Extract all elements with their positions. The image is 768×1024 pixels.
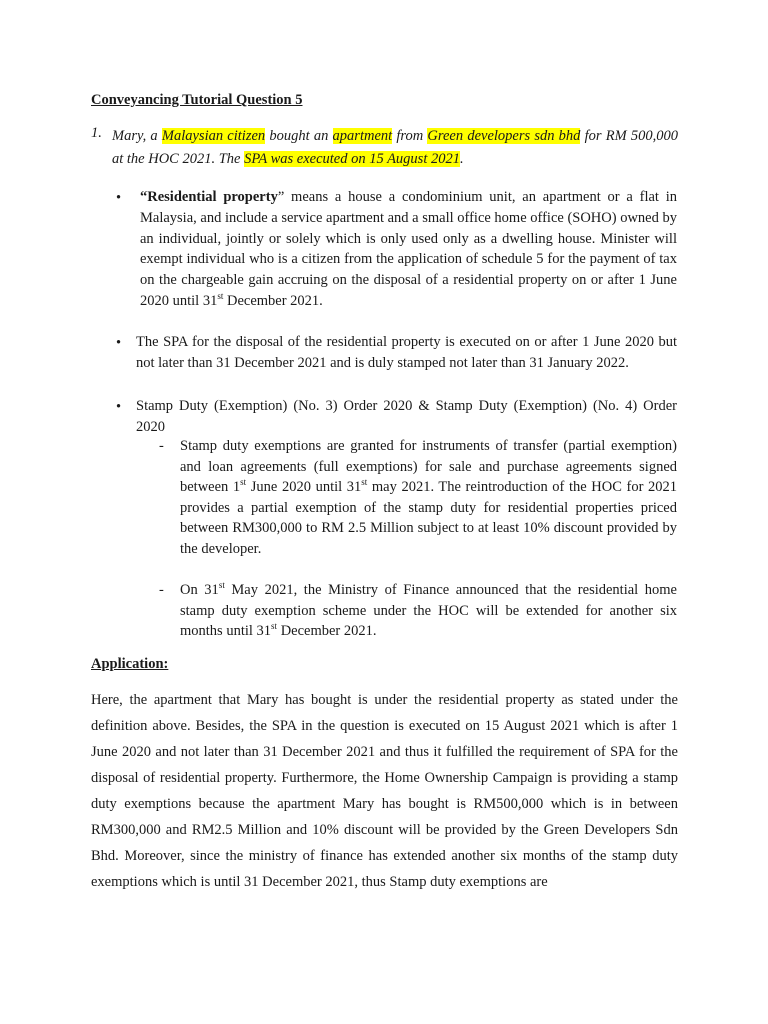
dash-marker: -: [159, 582, 164, 598]
bullet-icon: •: [116, 335, 122, 351]
subitem-stamp-duty-exemptions: Stamp duty exemptions are granted for instruments of transfer (partial exemption) and loan agreements (full exemptions) for sale and purchase agreements signed between 1st June 2020 until 31st may 2021. The reintroduction of the HOC for 2021 provides a partial exemption of the stamp duty for residential properties priced between RM300,000 to RM 2.5 Million subject to at least 10% discount provided by the developer.: [180, 438, 678, 557]
term-residential-property: “Residential property: [140, 189, 278, 205]
bullet-icon: •: [116, 190, 122, 206]
highlight-developer: Green developers sdn bhd: [427, 128, 581, 144]
question-text: Mary, a Malaysian citizen bought an apartment from Green developers sdn bhd for RM 500,000 at the HOC 2021. The SPA was executed on 15 August 2021.: [112, 128, 679, 167]
highlight-spa-date: SPA was executed on 15 August 2021: [244, 151, 460, 167]
bullet-stamp-duty-order: Stamp Duty (Exemption) (No. 3) Order 2020 & Stamp Duty (Exemption) (No. 4) Order 2020: [136, 398, 677, 435]
bullet-spa-disposal: The SPA for the disposal of the residential property is executed on or after 1 June 2020 but not later than 31 December 2021 and is duly stamped not later than 31 January 2022.: [136, 334, 677, 371]
document-title: Conveyancing Tutorial Question 5: [91, 92, 303, 108]
subitem-ministry-announcement: On 31st May 2021, the Ministry of Finance announced that the residential home stamp duty exemption scheme under the HOC will be extended for another six months until 31st December 2021.: [180, 580, 677, 640]
bullet-icon: •: [116, 399, 122, 415]
application-heading: Application:: [91, 656, 169, 672]
bullet-residential-property: “Residential property” means a house a condominium unit, an apartment or a flat in Malaysia, and include a service apartment and a small office home office (SOHO) owned by an individual, jointly or solely which is only used only as a dwelling house. Minister will exempt individual who is a citizen from the application of schedule 5 for the payment of tax on the chargeable gain accruing on the disposal of a residential property on or after 1 June 2020 until 31st December 2021.: [140, 189, 678, 309]
highlight-malaysian-citizen: Malaysian citizen: [161, 128, 266, 144]
question-number: 1.: [91, 125, 102, 141]
dash-marker: -: [159, 438, 164, 454]
application-paragraph: Here, the apartment that Mary has bought is under the residential property as stated under the definition above. Besides, the SPA in the question is executed on 15 August 2021 which is after 1 June 2020 and not later than 31 December 2021 and thus it fulfilled the requirement of SPA for the disposal of residential property. Furthermore, the Home Ownership Campaign is providing a stamp duty exemptions because the apartment Mary has bought is RM500,000 which is in between RM300,000 and RM2.5 Million and 10% discount will be provided by the Green Developers Sdn Bhd. Moreover, since the ministry of finance has extended another six months of the stamp duty exemptions which is until 31 December 2021, thus Stamp duty exemptions are: [91, 692, 678, 890]
highlight-apartment: apartment: [332, 128, 393, 144]
